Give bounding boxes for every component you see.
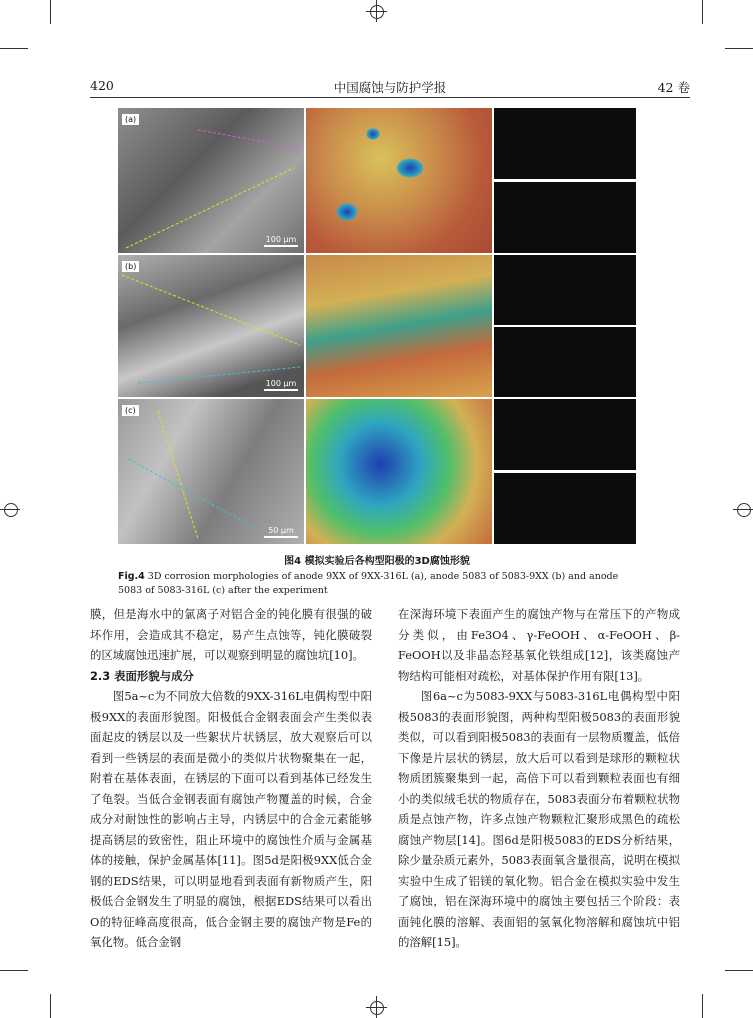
header-rule	[90, 97, 690, 98]
section-heading: 2.3 表面形貌与成分	[90, 668, 194, 683]
crop-mark	[702, 0, 703, 24]
crop-mark	[702, 994, 703, 1018]
annotation-lines-a	[118, 108, 304, 253]
crop-mark	[0, 48, 28, 49]
figure-caption-cn: 图4 模拟实验后各构型阳极的3D腐蚀形貌	[284, 556, 470, 567]
paragraph: 图6a~c为5083-9XX与5083-316L电偶构型中阳极5083的表面形貌图，两种构型阳极5083的表面形貌类似，可以看到阳极5083的表面有一层物质覆盖，低倍下像是片层状的锈层，放大后可以看到是球形的颗粒状物质团簇聚集到一起，高倍下可以看到颗粒表面也有细小的类似绒毛状的物质存在，5083表面分布着颗粒状物质是点蚀产物，许多点蚀产物颗粒汇聚形成黑色的疏松腐蚀产物层[14]。图6d是阳极5083的EDS分析结果，除少量杂质元素外，5083表面氧含量很高，说明在模拟实验中生成了铝镁的氧化物。铝合金在模拟实验中发生了腐蚀，铝在深海环境中的腐蚀主要包括三个阶段：表面钝化膜的溶解、表面铝的氢氧化物溶解和腐蚀坑中铝的溶解[15]。	[398, 689, 680, 949]
crop-mark	[4, 503, 18, 517]
profile-plot-a2	[494, 182, 636, 253]
corrosion-pit	[336, 203, 358, 221]
paragraph: 膜，但是海水中的氯离子对铝合金的钝化膜有很强的破坏作用，会造成其不稳定，易产生点蚀等，钝化膜破裂的区域腐蚀迅速扩展，可以观察到明显的腐蚀坑[10]。	[90, 607, 372, 662]
crop-mark	[370, 5, 384, 19]
left-column	[90, 604, 372, 953]
crop-mark	[50, 0, 51, 24]
height-map-b	[306, 255, 492, 397]
profile-plot-c1	[494, 399, 636, 470]
scale-bar-c: 50 μm	[264, 526, 298, 538]
height-map-c	[306, 399, 492, 544]
right-column	[398, 604, 680, 953]
figure-4	[118, 108, 636, 544]
page-number: 420	[90, 78, 114, 93]
panel-label-c: (c)	[122, 405, 139, 416]
crop-mark	[370, 1001, 384, 1015]
running-header	[90, 78, 690, 96]
crop-mark	[725, 970, 753, 971]
crop-mark	[50, 994, 51, 1018]
corrosion-pit	[396, 158, 424, 178]
crop-mark	[737, 503, 751, 517]
micrograph-c	[118, 399, 304, 544]
volume-number: 42 卷	[657, 80, 690, 95]
panel-label-b: (b)	[122, 261, 139, 272]
scale-bar-a: 100 μm	[264, 235, 298, 247]
paragraph: 在深海环境下表面产生的腐蚀产物与在常压下的产物成分类似，由Fe3O4、γ-FeOOH、α-FeOOH、β-FeOOH以及非晶态羟基氧化铁组成[12]，该类腐蚀产物结构可能相对疏松，对基体保护作用有限[13]。	[398, 607, 680, 683]
figure-caption-en	[118, 570, 636, 598]
annotation-lines-c	[118, 399, 304, 544]
annotation-lines-b	[118, 255, 304, 397]
panel-label-a: (a)	[122, 114, 139, 125]
profile-plot-c2	[494, 473, 636, 544]
paragraph: 图5a~c为不同放大倍数的9XX-316L电偶构型中阳极9XX的表面形貌图。阳极低合金钢表面会产生类似表面起皮的锈层以及一些絮状片状锈层，放大观察后可以看到一些锈层的表面是微小的类似片状物聚集在一起，附着在基体表面，在锈层的下面可以看到基体已经发生了龟裂。当低合金钢表面有腐蚀产物覆盖的时候，合金成分对耐蚀性的影响占主导，内锈层中的合金元素能够提高锈层的致密性，阻止环境中的腐蚀性介质与金属基体的接触，保护金属基体[11]。图5d是阳极9XX低合金钢的EDS结果，可以明显地看到表面有新物质产生，阳极低合金钢发生了明显的腐蚀，根据EDS结果可以看出O的特征峰高度很高，低合金钢主要的腐蚀产物是Fe的氧化物。低合金钢	[90, 689, 372, 949]
scale-bar-b: 100 μm	[264, 379, 298, 391]
profile-plot-a1	[494, 108, 636, 179]
micrograph-b	[118, 255, 304, 397]
profile-plot-b2	[494, 327, 636, 397]
height-map-a	[306, 108, 492, 253]
micrograph-a	[118, 108, 304, 253]
figure-label: Fig.4	[118, 571, 145, 582]
figure-caption-en-text: 3D corrosion morphologies of anode 9XX of 9XX-316L (a), anode 5083 of 5083-9XX (b) and anode 5083 of 5083-316L (c) after the experiment	[118, 571, 619, 596]
crop-mark	[0, 970, 28, 971]
profile-plot-b1	[494, 255, 636, 325]
corrosion-pit	[366, 128, 380, 140]
journal-title: 中国腐蚀与防护学报	[333, 80, 447, 95]
crop-mark	[725, 48, 753, 49]
